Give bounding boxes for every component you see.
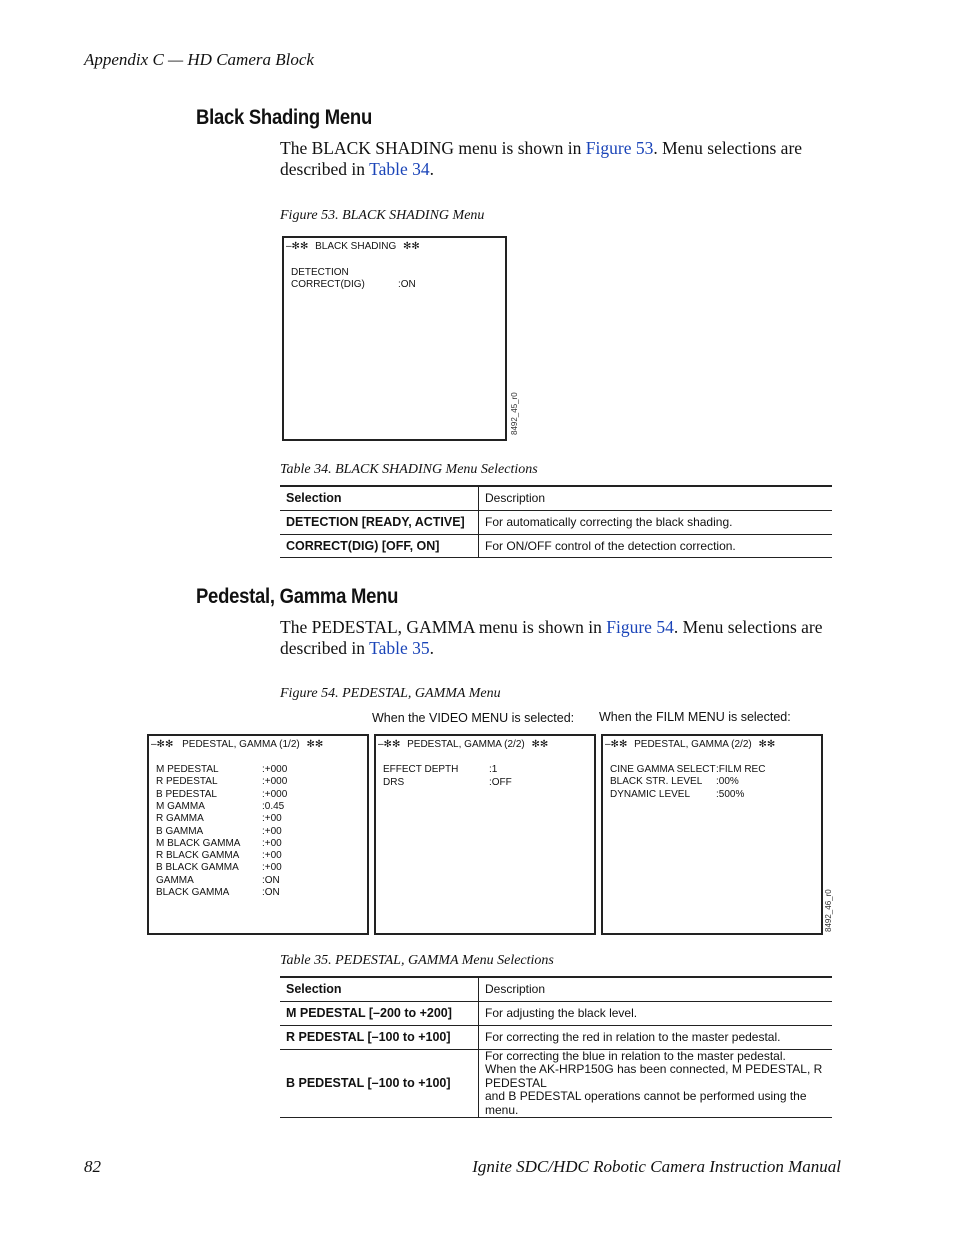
table-34-link[interactable]: Table 34 <box>369 159 430 179</box>
table-35-caption: Table 35. PEDESTAL, GAMMA Menu Selections <box>280 953 554 968</box>
menu-row <box>383 777 512 789</box>
screen-right-mark: ✻✻ <box>306 739 324 750</box>
screen-left-mark: –✻✻ <box>605 739 628 750</box>
section-heading-pedestal-gamma: Pedestal, Gamma Menu <box>196 585 399 608</box>
screen-title-line <box>378 739 548 750</box>
menu-key: DRS <box>383 777 405 788</box>
table-row <box>280 534 832 557</box>
table-cell-selection: DETECTION [READY, ACTIVE] <box>280 510 479 534</box>
menu-key: BLACK STR. LEVEL <box>610 776 703 787</box>
menu-key: R GAMMA <box>156 813 204 825</box>
screen-title-line <box>151 739 323 750</box>
menu-value: :+00 <box>262 837 282 849</box>
table-cell-selection: R PEDESTAL [–100 to +100] <box>280 1025 479 1049</box>
menu-row <box>383 764 497 776</box>
menu-value: :ON <box>398 279 416 290</box>
table-cell-selection: CORRECT(DIG) [OFF, ON] <box>280 534 479 557</box>
table-35 <box>280 976 832 1118</box>
screen-right-mark: ✻✻ <box>403 241 420 252</box>
video-menu-label: When the VIDEO MENU is selected: <box>372 711 575 725</box>
para-text: The PEDESTAL, GAMMA menu is shown in <box>280 617 607 637</box>
table-cell-selection: B PEDESTAL [–100 to +100] <box>280 1049 479 1118</box>
menu-key: R PEDESTAL <box>156 776 218 788</box>
screen-title-line <box>605 739 775 750</box>
menu-row <box>156 826 282 838</box>
menu-key: R BLACK GAMMA <box>156 850 240 862</box>
page-number: 82 <box>84 1157 101 1176</box>
menu-key: B GAMMA <box>156 825 204 837</box>
menu-value: :ON <box>262 887 280 898</box>
menu-value: :+000 <box>262 788 288 800</box>
menu-value: :+000 <box>262 764 288 775</box>
figure-53-caption: Figure 53. BLACK SHADING Menu <box>280 208 485 223</box>
para-text: . Menu selections are described in <box>280 617 823 658</box>
screen-title: BLACK SHADING <box>315 241 397 252</box>
para-text: . <box>429 638 434 658</box>
menu-value: :0.45 <box>262 800 285 812</box>
menu-row <box>610 789 744 801</box>
figure-54-link[interactable]: Figure 54 <box>606 617 674 637</box>
menu-key: B BLACK GAMMA <box>156 862 239 874</box>
menu-value: :OFF <box>489 777 512 788</box>
menu-key: EFFECT DEPTH <box>383 764 459 775</box>
table-header-selection: Selection <box>280 977 479 1001</box>
table-cell-description: For automatically correcting the black shading. <box>479 510 833 534</box>
menu-row <box>156 764 287 776</box>
menu-row <box>156 813 282 825</box>
para-text: . <box>429 159 434 179</box>
menu-value: :+000 <box>262 776 288 788</box>
screen-right-mark: ✻✻ <box>758 739 776 750</box>
table-35-link[interactable]: Table 35 <box>369 638 430 658</box>
menu-key: M GAMMA <box>156 800 205 812</box>
menu-row <box>156 887 280 899</box>
menu-value: :1 <box>489 764 498 775</box>
menu-value: :00% <box>716 776 739 787</box>
screen-left-mark: –✻✻ <box>378 739 401 750</box>
table-cell-selection: M PEDESTAL [–200 to +200] <box>280 1001 479 1025</box>
pedestal-gamma-screen-1 <box>147 734 369 935</box>
figure-reference-code: 8492_46_r0 <box>824 889 833 932</box>
menu-row <box>291 267 398 279</box>
menu-key: M BLACK GAMMA <box>156 837 241 849</box>
pedestal-gamma-screen-2 <box>374 734 596 935</box>
table-cell-description <box>479 1049 833 1118</box>
pedestal-gamma-screen-3 <box>601 734 823 935</box>
menu-row <box>156 776 287 788</box>
screen-left-mark: –✻✻ <box>151 739 174 750</box>
table-cell-description: For ON/OFF control of the detection correction. <box>479 534 833 557</box>
table-header-description: Description <box>479 977 833 1001</box>
description-line: and B PEDESTAL operations cannot be performed using the menu. <box>485 1089 807 1117</box>
screen-title-line <box>286 241 420 252</box>
running-head: Appendix C — HD Camera Block <box>84 50 314 69</box>
menu-key: CORRECT(DIG) <box>291 279 365 290</box>
menu-row <box>610 764 765 776</box>
table-header-row <box>280 486 832 510</box>
section-heading-black-shading: Black Shading Menu <box>196 106 372 129</box>
table-header-row <box>280 977 832 1001</box>
screen-title: PEDESTAL, GAMMA (2/2) <box>407 739 525 750</box>
menu-value: :ON <box>262 874 280 886</box>
menu-value: :500% <box>716 789 745 800</box>
figure-54-caption: Figure 54. PEDESTAL, GAMMA Menu <box>280 686 501 701</box>
table-row <box>280 1025 832 1049</box>
menu-row <box>156 862 282 874</box>
menu-key: GAMMA <box>156 874 194 886</box>
table-row <box>280 510 832 534</box>
screen-title: PEDESTAL, GAMMA (1/2) <box>182 739 300 750</box>
film-menu-label: When the FILM MENU is selected: <box>599 710 791 724</box>
table-cell-description: For correcting the red in relation to the master pedestal. <box>479 1025 833 1049</box>
menu-key: CINE GAMMA SELECT <box>610 764 716 775</box>
table-cell-description: For adjusting the black level. <box>479 1001 833 1025</box>
table-row <box>280 1049 832 1118</box>
menu-value: :+00 <box>262 862 282 874</box>
screen-right-mark: ✻✻ <box>531 739 549 750</box>
menu-key: BLACK GAMMA <box>156 887 230 898</box>
table-34 <box>280 485 832 558</box>
black-shading-screen <box>282 236 519 441</box>
description-line: When the AK-HRP150G has been connected, M PEDESTAL, R PEDESTAL <box>485 1062 823 1090</box>
menu-row <box>156 875 280 887</box>
manual-title: Ignite SDC/HDC Robotic Camera Instruction Manual <box>472 1157 841 1176</box>
figure-53-link[interactable]: Figure 53 <box>585 138 654 158</box>
menu-row <box>156 838 282 850</box>
section-intro-paragraph <box>280 138 840 180</box>
para-text: . Menu selections are described in <box>280 138 803 179</box>
menu-key: M PEDESTAL <box>156 764 219 775</box>
section-intro-paragraph <box>280 617 840 659</box>
menu-row <box>291 279 416 291</box>
description-line: For correcting the blue in relation to the master pedestal. <box>485 1048 786 1063</box>
screen-left-mark: –✻✻ <box>286 241 309 252</box>
para-text: The BLACK SHADING menu is shown in <box>280 138 586 158</box>
menu-value: :+00 <box>262 813 282 825</box>
menu-key: DETECTION <box>291 267 349 278</box>
menu-value: :+00 <box>262 825 282 837</box>
menu-value: :+00 <box>262 850 282 862</box>
table-34-caption: Table 34. BLACK SHADING Menu Selections <box>280 462 538 477</box>
menu-row <box>156 801 284 813</box>
figure-reference-code: 8492_45_r0 <box>510 392 519 435</box>
menu-value: :FILM REC <box>716 764 766 775</box>
menu-key: B PEDESTAL <box>156 788 217 800</box>
table-header-description: Description <box>479 486 833 510</box>
menu-row <box>610 776 739 788</box>
menu-key: DYNAMIC LEVEL <box>610 789 691 800</box>
table-row <box>280 1001 832 1025</box>
screen-title: PEDESTAL, GAMMA (2/2) <box>634 739 752 750</box>
table-header-selection: Selection <box>280 486 479 510</box>
menu-row <box>156 789 287 801</box>
menu-row <box>156 850 282 862</box>
